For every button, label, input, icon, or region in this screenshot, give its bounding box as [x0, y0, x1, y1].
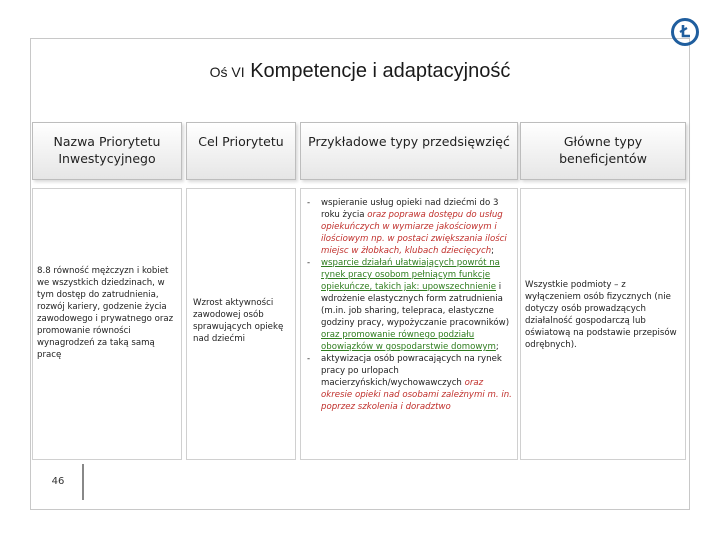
example-3-text: aktywizacja osób powracających na rynek pracy po urlopach macierzyńskich/wychowawczych	[321, 354, 502, 388]
examples-list	[307, 197, 515, 413]
example-2-end: ;	[495, 342, 499, 352]
example-1-end: ;	[491, 246, 495, 256]
example-2-text: i wdrożenie elastycznych form zatrudnienia (m.in. job sharing, telepraca, elastyczne godziny pracy, wypożyczanie pracowników)	[321, 282, 510, 328]
page-divider	[82, 464, 84, 500]
logo-glyph	[674, 21, 696, 43]
example-3-italic: oraz okresie opieki nad osobami zależnymi m. in. poprzez szkolenia i doradztwo	[321, 378, 512, 412]
example-2-link-2[interactable]: oraz promowanie równego podziału obowiązków w gospodarstwie domowym	[321, 330, 496, 352]
header-priority-name: Nazwa Priorytetu Inwestycyjnego	[32, 122, 182, 180]
header-examples: Przykładowe typy przedsięwzięć	[300, 122, 518, 180]
slide-title	[0, 60, 720, 83]
header-goal: Cel Priorytetu	[186, 122, 296, 180]
list-item	[307, 197, 515, 257]
title-main: Kompetencje i adaptacyjność	[250, 60, 511, 82]
example-1-text: wspieranie usług opieki nad dziećmi do 3 roku życia	[321, 198, 499, 220]
beneficiaries-text: Wszystkie podmioty – z wyłączeniem osób fizycznych (nie dotyczy osób prowadzących działalność gospodarczą lub oświatową na podstawie przepisów odrębnych).	[525, 280, 677, 350]
beneficiaries-cell	[520, 188, 686, 460]
example-1-italic: oraz poprawa dostępu do usług opiekuńczych w wymiarze jakościowym i ilościowym np. w postaci zwiększania ilości miejsc w żłobkach, klubach dziecięcych	[321, 210, 507, 256]
priority-text: 8.8 równość mężczyzn i kobiet we wszystkich dziedzinach, w tym dostęp do zatrudnienia, rozwój kariery, godzenie życia zawodowego i prywatnego oraz promowanie równości wynagrodzeń za taką samą pracę	[37, 266, 174, 360]
logo-icon	[671, 18, 699, 46]
page-number: 46	[51, 476, 65, 487]
header-beneficiaries: Główne typy beneficjentów	[520, 122, 686, 180]
example-2-link[interactable]: wsparcie działań ułatwiających powrót na rynek pracy osobom pełniącym funkcje opiekuńcze, takich jak: upowszechnienie	[321, 258, 500, 292]
goal-cell	[186, 188, 296, 460]
list-item	[307, 353, 515, 413]
title-prefix: Oś VI	[209, 64, 245, 80]
priority-cell	[32, 188, 182, 460]
examples-cell	[300, 188, 518, 460]
list-item	[307, 257, 515, 353]
goal-text: Wzrost aktywności zawodowej osób sprawujących opiekę nad dziećmi	[193, 298, 284, 344]
